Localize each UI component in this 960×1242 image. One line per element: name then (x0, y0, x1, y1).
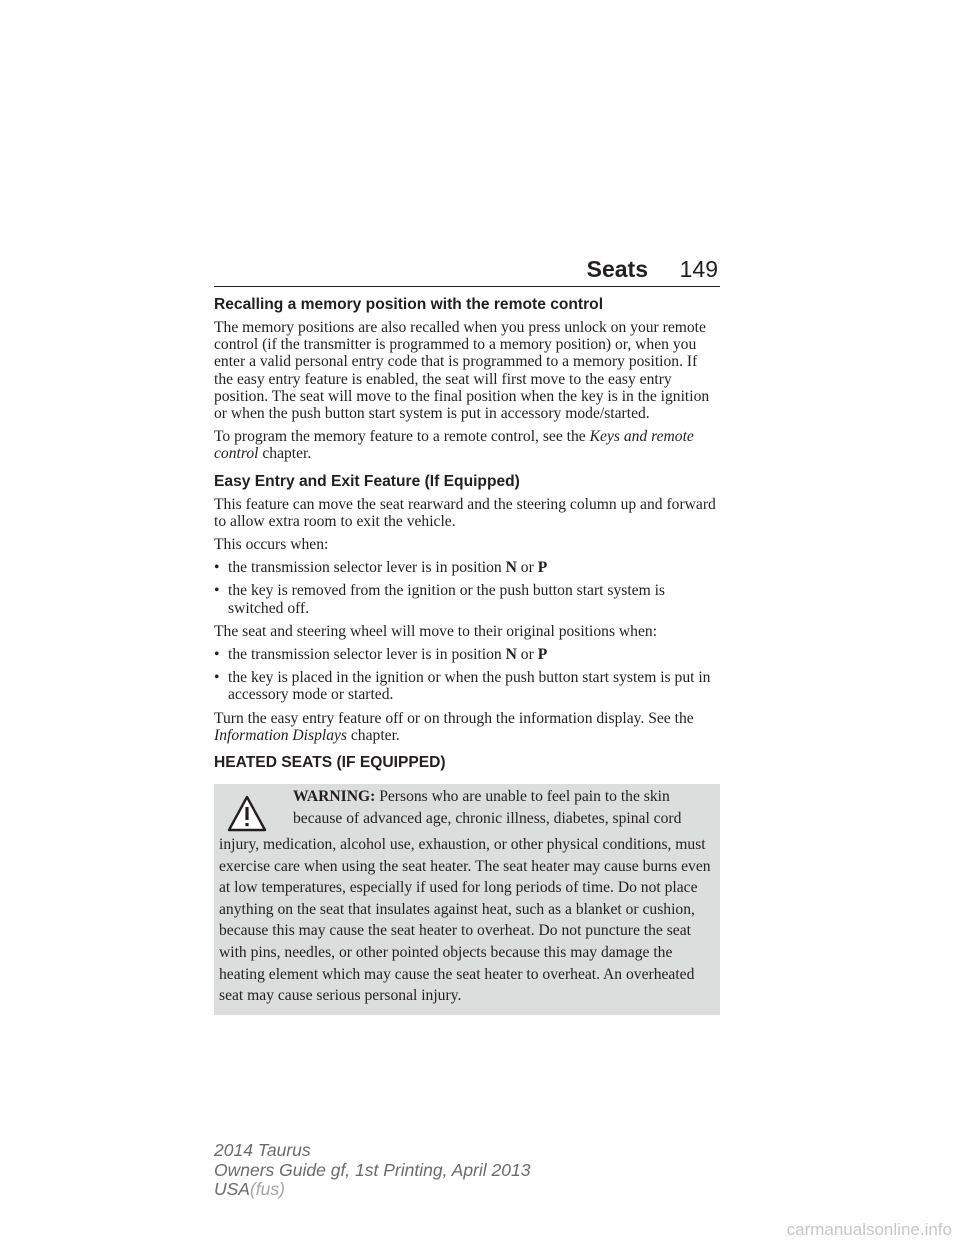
list-item: • the transmission selector lever is in position N or P (214, 559, 548, 577)
memory-remote-paragraph: The memory positions are also recalled when you press unlock on your remote control (if the transmitter is programmed to a memory position) or, when you enter a valid personal entry code that is programmed to a memory position. If the easy entry feature is enabled, the seat will first move to the easy entry position. The seat will move to the final position when the key is in the ignition or when the push button start system is put in accessory mode/started. (214, 319, 710, 423)
page-content (214, 296, 720, 1015)
easy-entry-paragraph: This feature can move the seat rearward and the steering column up and forward to allow extra room to exit the vehicle. (214, 495, 716, 530)
chapter-title: Seats (586, 256, 648, 282)
list-item: • the transmission selector lever is in position N or P (214, 646, 548, 664)
page-header (214, 256, 720, 287)
warning-text: injury, medication, alcohol use, exhaustion, or other physical conditions, must exercise care when using the seat heater. The seat heater may cause burns even at low temperatures, especially if used for long periods of time. Do not place anything on the seat that insulates against heat, such as a blanket or cushion, because this may cause the seat heater to overheat. Do not puncture the seat with pins, needles, or other pointed objects because this may damage the heating element which may cause the seat heater to overheat. An overheated seat may cause serious personal injury. (219, 836, 711, 1005)
return-label: The seat and steering wheel will move to their original positions when: (214, 622, 658, 640)
occurs-label: This occurs when: (214, 536, 329, 554)
warning-triangle-icon (227, 794, 267, 834)
keys-remote-link[interactable]: Keys and remote control (214, 428, 694, 463)
easy-entry-heading: Easy Entry and Exit Feature (If Equipped) (214, 472, 520, 490)
list-item: • the key is removed from the ignition or the push button start system is switched off. (214, 582, 665, 617)
memory-remote-heading: Recalling a memory position with the remote control (214, 296, 604, 313)
warning-label: WARNING: (293, 788, 376, 806)
information-displays-link[interactable]: Information Displays (214, 726, 347, 744)
document-footer: 2014 Taurus Owners Guide gf, 1st Printing, April 2013 USA(fus) (214, 1140, 531, 1199)
page-number: 149 (679, 256, 718, 282)
easy-entry-display-paragraph: Turn the easy entry feature off or on through the information display. See the Information Displays chapter. (214, 709, 694, 744)
heated-seats-heading: HEATED SEATS (IF EQUIPPED) (214, 754, 446, 772)
list-item: • the key is placed in the ignition or when the push button start system is put in accessory mode or started. (214, 669, 711, 704)
warning-box: WARNING: Persons who are unable to feel pain to the skin because of advanced age, chronic illness, diabetes, spinal cord injury, medication, alcohol use, exhaustion, or other physical conditions, must exercise care when using the seat heater. The seat heater may cause burns even at low temperatures, especially if used for long periods of time. Do not place anything on the seat that insulates against heat, such as a blanket or cushion, because this may cause the seat heater to overheat. Do not puncture the seat with pins, needles, or other pointed objects because this may damage the heating element which may cause the seat heater to overheat. An overheated seat may cause serious personal injury. (214, 784, 720, 1015)
site-watermark: carmanualsonline.info (786, 1220, 952, 1239)
memory-program-paragraph: To program the memory feature to a remote control, see the Keys and remote control chapter. (214, 428, 694, 463)
